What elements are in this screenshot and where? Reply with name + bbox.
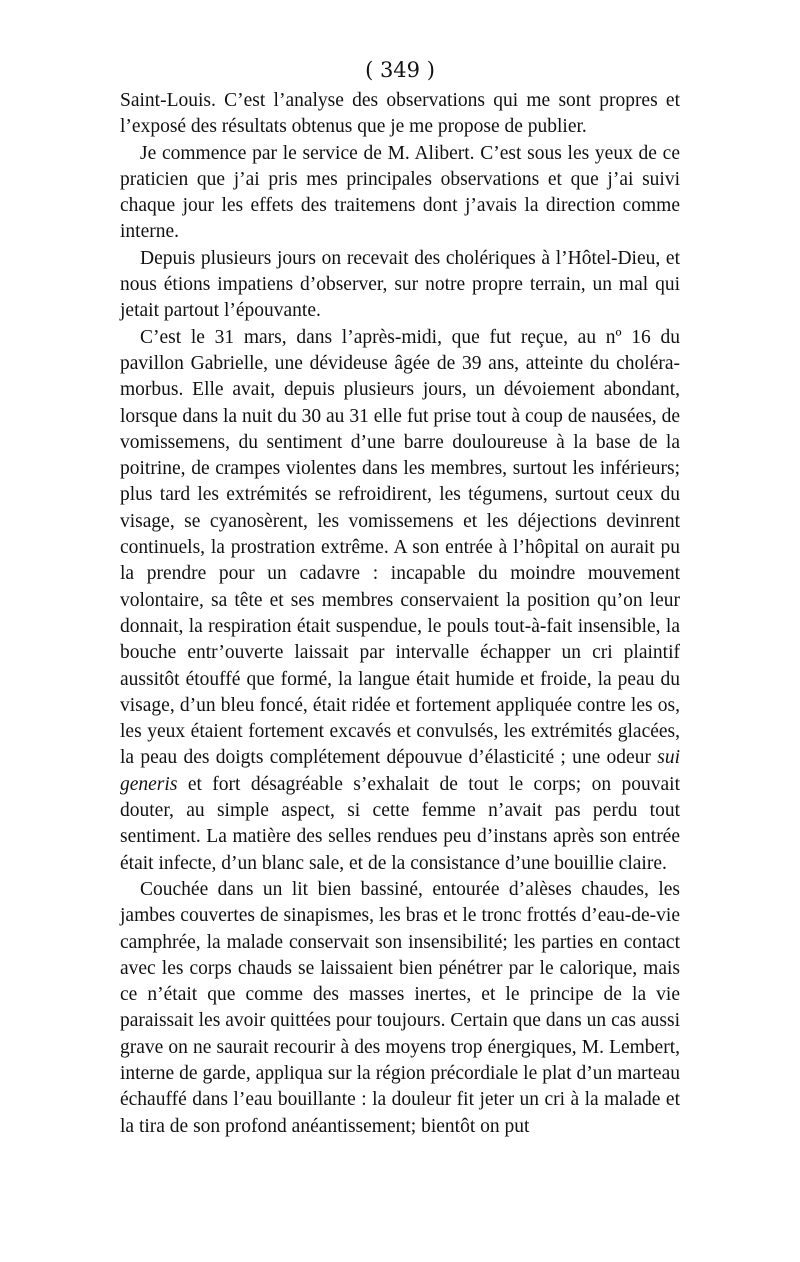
paragraph-case-description bbox=[120, 325, 680, 877]
body-text bbox=[120, 88, 680, 1140]
paragraph-treatment: Couchée dans un lit bien bassiné, entourée d’alèses chaudes, les jambes couvertes de sinapismes, les bras et le tronc frottés d’eau-de-vie camphrée, la malade conservait son insensibilité; les parties en contact avec les corps chauds se laissaient bien pénétrer par le calorique, mais ce n’était que comme des masses inertes, et le principe de la vie paraissait les avoir quittées pour toujours. Certain que dans un cas aussi grave on ne saurait recourir à des moyens trop énergiques, M. Lembert, interne de garde, appliqua sur la région précordiale le plat d’un marteau échauffé dans l’eau bouillante : la douleur fit jeter un cri à la malade et la tira de son profond anéantissement; bientôt on put bbox=[120, 878, 680, 1137]
case-text-part-2: et fort désagréable s’exhalait de tout le corps; on pouvait douter, au simple aspect, si cette femme n’avait pas perdu tout sentiment. La matière des selles rendues peu d’instans après son entrée était infecte, d’un blanc sale, et de la consistance d’une bouillie claire. bbox=[120, 773, 680, 874]
paragraph-hotel-dieu: Depuis plusieurs jours on recevait des cholériques à l’Hôtel-Dieu, et nous étions impatiens d’observer, sur notre propre terrain, un mal qui jetait partout l’épouvante. bbox=[120, 247, 680, 322]
page-number: ( 349 ) bbox=[365, 58, 435, 82]
paragraph-continuation: Saint-Louis. C’est l’analyse des observations qui me sont propres et l’exposé des résultats obtenus que je me propose de publier. bbox=[120, 90, 680, 138]
latin-phrase: sui generis bbox=[120, 747, 680, 795]
paragraph-service-alibert: Je commence par le service de M. Alibert. C’est sous les yeux de ce praticien que j’ai pris mes principales observations et que j’ai suivi chaque jour les effets des traitemens dont j’avais la direction comme interne. bbox=[120, 142, 680, 243]
case-text-part-1: C’est le 31 mars, dans l’après-midi, que fut reçue, au nº 16 du pavillon Gabrielle, une dévideuse âgée de 39 ans, atteinte du choléra-morbus. Elle avait, depuis plusieurs jours, un dévoiement abondant, lorsque dans la nuit du 30 au 31 elle fut prise tout à coup de nausées, de vomissemens, du sentiment d’une barre douloureuse à la base de la poitrine, de crampes violentes dans les membres, surtout les inférieurs; plus tard les extrémités se refroidirent, les tégumens, surtout ceux du visage, se cyanosèrent, les vomissemens et les déjections devinrent continuels, la prostration extrême. A son entrée à l’hôpital on aurait pu la prendre pour un cadavre : incapable du moindre mouvement volontaire, sa tête et ses membres conservaient la position qu’on leur donnait, la respiration était suspendue, le pouls tout-à-fait insensible, la bouche entr’ouverte laissait par intervalle échapper un cri plaintif aussitôt étouffé que formé, la langue était humide et froide, la peau du visage, d’un bleu foncé, était ridée et fortement appliquée contre les os, les yeux étaient fortement excavés et convulsés, les extrémités glacées, la peau des doigts complétement dépouvue d’élasticité ; une odeur bbox=[120, 326, 680, 769]
